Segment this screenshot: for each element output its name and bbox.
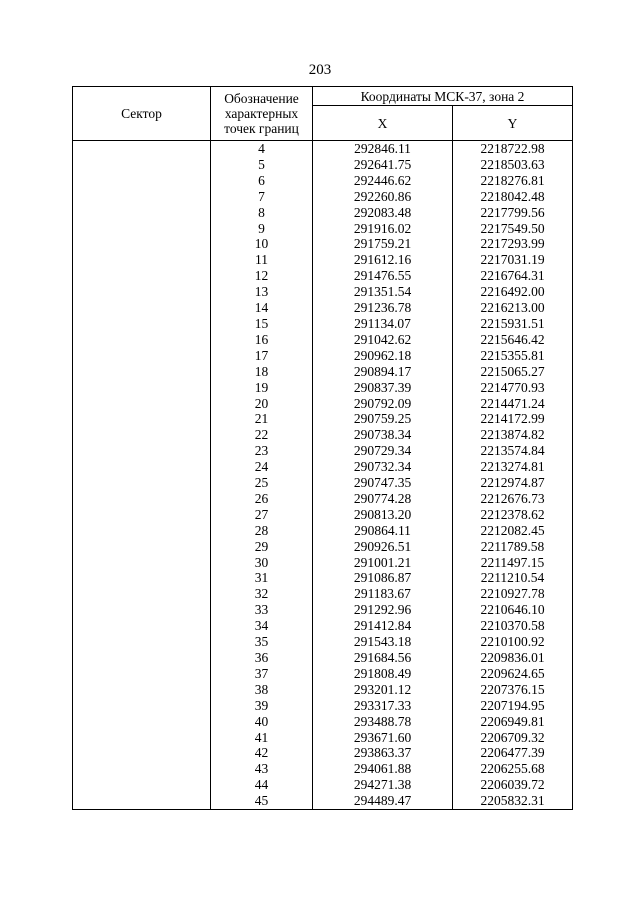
point-cell: 25 xyxy=(211,475,313,491)
y-cell: 2210100.92 xyxy=(453,634,573,650)
y-cell: 2212676.73 xyxy=(453,491,573,507)
y-cell: 2217799.56 xyxy=(453,205,573,221)
y-cell: 2218276.81 xyxy=(453,173,573,189)
y-cell: 2216213.00 xyxy=(453,300,573,316)
y-cell: 2212974.87 xyxy=(453,475,573,491)
point-cell: 44 xyxy=(211,777,313,793)
y-cell: 2216764.31 xyxy=(453,268,573,284)
y-cell: 2210646.10 xyxy=(453,602,573,618)
y-cell: 2218042.48 xyxy=(453,189,573,205)
y-cell: 2217031.19 xyxy=(453,252,573,268)
y-cell: 2207194.95 xyxy=(453,698,573,714)
x-cell: 291412.84 xyxy=(313,618,453,634)
x-cell: 292641.75 xyxy=(313,157,453,173)
x-cell: 291916.02 xyxy=(313,221,453,237)
point-cell: 7 xyxy=(211,189,313,205)
x-cell: 293863.37 xyxy=(313,745,453,761)
point-cell: 16 xyxy=(211,332,313,348)
x-cell: 290747.35 xyxy=(313,475,453,491)
header-y: Y xyxy=(453,106,573,141)
x-cell: 291292.96 xyxy=(313,602,453,618)
x-cell: 290813.20 xyxy=(313,507,453,523)
x-cell: 294489.47 xyxy=(313,793,453,809)
point-cell: 29 xyxy=(211,539,313,555)
x-cell: 290864.11 xyxy=(313,523,453,539)
y-cell: 2206477.39 xyxy=(453,745,573,761)
y-cell: 2214770.93 xyxy=(453,380,573,396)
header-point-designation: Обозначение характерных точек границ xyxy=(211,87,313,141)
y-cell: 2206949.81 xyxy=(453,714,573,730)
y-cell: 2207376.15 xyxy=(453,682,573,698)
header-x: X xyxy=(313,106,453,141)
x-cell: 291808.49 xyxy=(313,666,453,682)
table-header xyxy=(73,87,573,141)
point-cell: 13 xyxy=(211,284,313,300)
point-cell: 6 xyxy=(211,173,313,189)
y-cell: 2210370.58 xyxy=(453,618,573,634)
point-cell: 11 xyxy=(211,252,313,268)
x-cell: 291001.21 xyxy=(313,555,453,571)
point-cell: 40 xyxy=(211,714,313,730)
sector-cell xyxy=(73,141,211,810)
x-cell: 290732.34 xyxy=(313,459,453,475)
x-cell: 293201.12 xyxy=(313,682,453,698)
table-body xyxy=(73,141,573,810)
y-cell: 2211789.58 xyxy=(453,539,573,555)
y-cell: 2215065.27 xyxy=(453,364,573,380)
point-cell: 38 xyxy=(211,682,313,698)
y-cell: 2211497.15 xyxy=(453,555,573,571)
x-cell: 292083.48 xyxy=(313,205,453,221)
y-cell: 2210927.78 xyxy=(453,586,573,602)
point-cell: 41 xyxy=(211,730,313,746)
point-cell: 5 xyxy=(211,157,313,173)
x-cell: 293671.60 xyxy=(313,730,453,746)
y-cell: 2209836.01 xyxy=(453,650,573,666)
point-cell: 42 xyxy=(211,745,313,761)
x-cell: 290837.39 xyxy=(313,380,453,396)
x-cell: 290729.34 xyxy=(313,443,453,459)
point-cell: 14 xyxy=(211,300,313,316)
point-cell: 36 xyxy=(211,650,313,666)
header-coordinates-system: Координаты МСК-37, зона 2 xyxy=(313,87,573,106)
x-cell: 291684.56 xyxy=(313,650,453,666)
y-cell: 2212378.62 xyxy=(453,507,573,523)
y-cell: 2217293.99 xyxy=(453,236,573,252)
point-cell: 37 xyxy=(211,666,313,682)
y-cell: 2206039.72 xyxy=(453,777,573,793)
y-cell: 2216492.00 xyxy=(453,284,573,300)
table-row xyxy=(73,141,573,157)
point-cell: 4 xyxy=(211,141,313,157)
point-cell: 35 xyxy=(211,634,313,650)
header-sector: Сектор xyxy=(73,87,211,141)
point-cell: 20 xyxy=(211,396,313,412)
x-cell: 292446.62 xyxy=(313,173,453,189)
point-cell: 34 xyxy=(211,618,313,634)
x-cell: 290774.28 xyxy=(313,491,453,507)
x-cell: 291476.55 xyxy=(313,268,453,284)
point-cell: 33 xyxy=(211,602,313,618)
y-cell: 2213574.84 xyxy=(453,443,573,459)
point-cell: 22 xyxy=(211,427,313,443)
y-cell: 2206255.68 xyxy=(453,761,573,777)
x-cell: 291042.62 xyxy=(313,332,453,348)
y-cell: 2213874.82 xyxy=(453,427,573,443)
point-cell: 15 xyxy=(211,316,313,332)
point-cell: 17 xyxy=(211,348,313,364)
x-cell: 291351.54 xyxy=(313,284,453,300)
x-cell: 293317.33 xyxy=(313,698,453,714)
point-cell: 32 xyxy=(211,586,313,602)
x-cell: 291612.16 xyxy=(313,252,453,268)
y-cell: 2218722.98 xyxy=(453,141,573,157)
page-number: 203 xyxy=(308,62,332,78)
y-cell: 2217549.50 xyxy=(453,221,573,237)
point-cell: 12 xyxy=(211,268,313,284)
point-cell: 28 xyxy=(211,523,313,539)
x-cell: 294271.38 xyxy=(313,777,453,793)
y-cell: 2213274.81 xyxy=(453,459,573,475)
x-cell: 291134.07 xyxy=(313,316,453,332)
x-cell: 292846.11 xyxy=(313,141,453,157)
point-cell: 45 xyxy=(211,793,313,809)
y-cell: 2209624.65 xyxy=(453,666,573,682)
point-cell: 8 xyxy=(211,205,313,221)
x-cell: 290759.25 xyxy=(313,411,453,427)
x-cell: 290894.17 xyxy=(313,364,453,380)
x-cell: 292260.86 xyxy=(313,189,453,205)
y-cell: 2206709.32 xyxy=(453,730,573,746)
y-cell: 2214172.99 xyxy=(453,411,573,427)
y-cell: 2211210.54 xyxy=(453,570,573,586)
y-cell: 2214471.24 xyxy=(453,396,573,412)
point-cell: 19 xyxy=(211,380,313,396)
y-cell: 2215646.42 xyxy=(453,332,573,348)
y-cell: 2215355.81 xyxy=(453,348,573,364)
point-cell: 10 xyxy=(211,236,313,252)
y-cell: 2218503.63 xyxy=(453,157,573,173)
x-cell: 291759.21 xyxy=(313,236,453,252)
point-cell: 31 xyxy=(211,570,313,586)
x-cell: 294061.88 xyxy=(313,761,453,777)
y-cell: 2205832.31 xyxy=(453,793,573,809)
x-cell: 290738.34 xyxy=(313,427,453,443)
y-cell: 2212082.45 xyxy=(453,523,573,539)
point-cell: 21 xyxy=(211,411,313,427)
x-cell: 291236.78 xyxy=(313,300,453,316)
point-cell: 39 xyxy=(211,698,313,714)
point-cell: 24 xyxy=(211,459,313,475)
point-cell: 30 xyxy=(211,555,313,571)
x-cell: 293488.78 xyxy=(313,714,453,730)
y-cell: 2215931.51 xyxy=(453,316,573,332)
x-cell: 291086.87 xyxy=(313,570,453,586)
x-cell: 290962.18 xyxy=(313,348,453,364)
point-cell: 9 xyxy=(211,221,313,237)
x-cell: 291543.18 xyxy=(313,634,453,650)
x-cell: 290792.09 xyxy=(313,396,453,412)
point-cell: 23 xyxy=(211,443,313,459)
point-cell: 18 xyxy=(211,364,313,380)
point-cell: 43 xyxy=(211,761,313,777)
point-cell: 27 xyxy=(211,507,313,523)
x-cell: 290926.51 xyxy=(313,539,453,555)
x-cell: 291183.67 xyxy=(313,586,453,602)
coordinates-table xyxy=(72,86,573,810)
point-cell: 26 xyxy=(211,491,313,507)
